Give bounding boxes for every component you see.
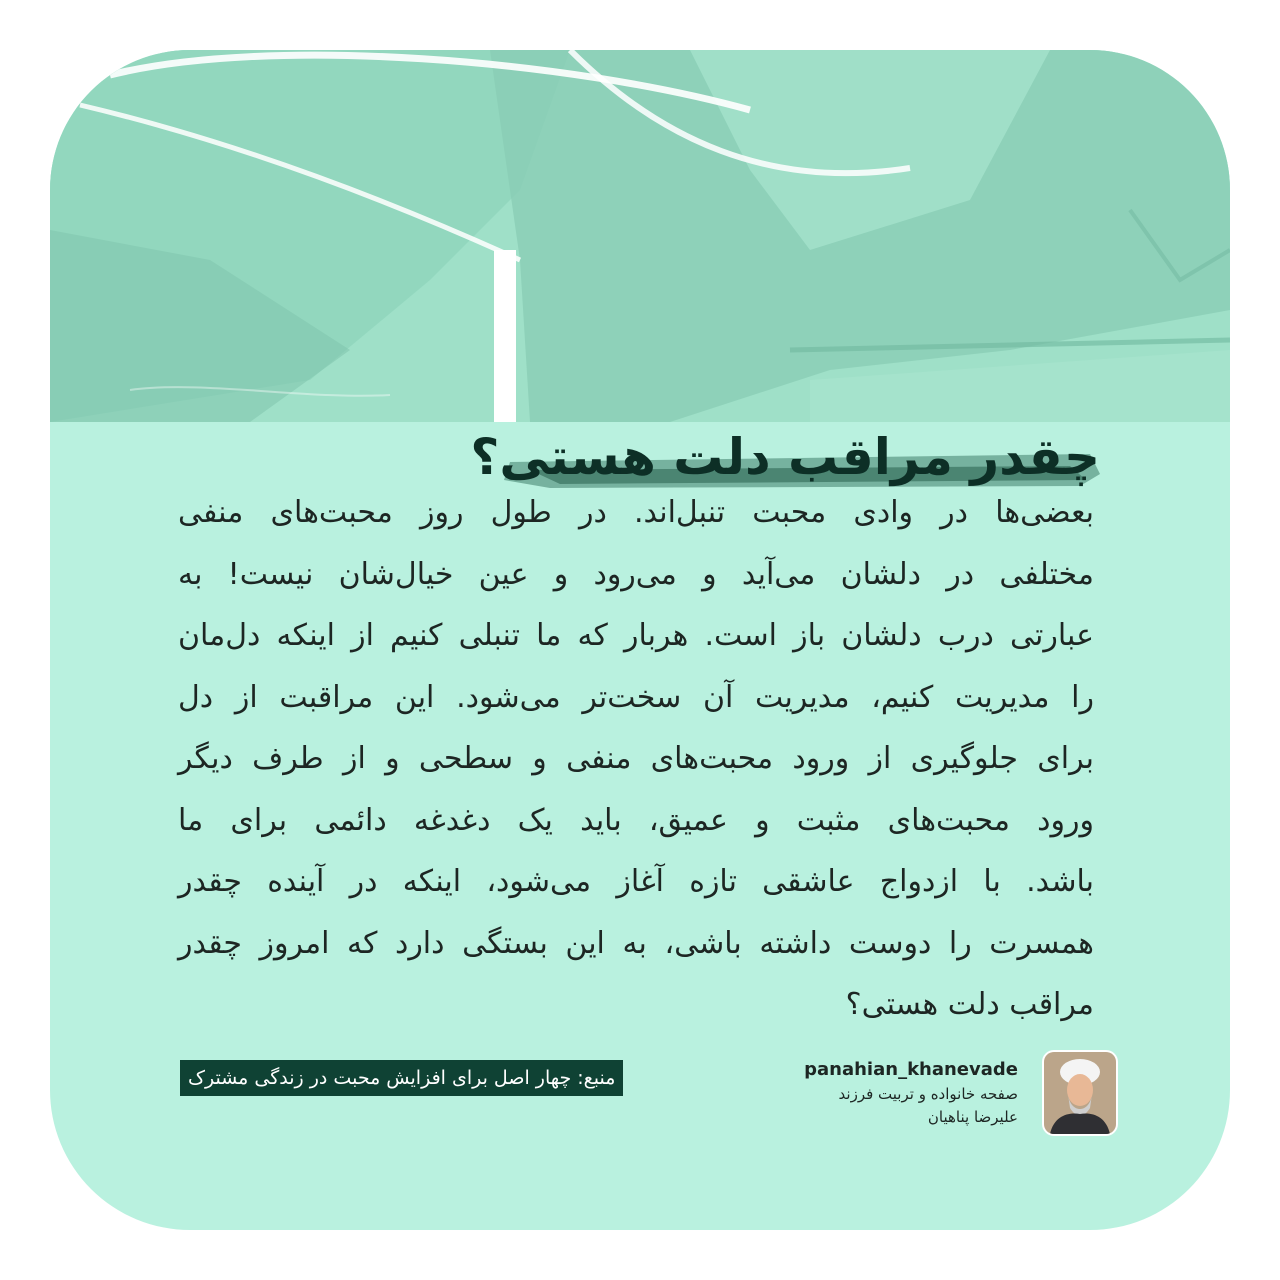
author-footer	[804, 1050, 1118, 1136]
body-line: باشد. با ازدواج عاشقی تازه آغاز می‌شود، اینکه در آینده چقدر	[178, 864, 1094, 899]
author-handle: panahian_khanevade	[804, 1059, 1018, 1080]
post-card	[50, 50, 1230, 1230]
portrait-icon	[1042, 1050, 1118, 1136]
author-subtitle: صفحه خانواده و تربیت فرزند	[838, 1085, 1018, 1103]
body-paragraph	[178, 482, 1094, 1036]
source-label: منبع: چهار اصل برای افزایش محبت در زندگی مشترک	[180, 1060, 623, 1096]
author-info	[804, 1057, 1018, 1129]
body-line: عبارتی درب دلشان باز است. هربار که ما تنبلی کنیم از اینکه دل‌مان	[178, 618, 1094, 653]
body-line: بعضی‌ها در وادی محبت تنبل‌اند. در طول روز محبت‌های منفی	[178, 495, 1094, 530]
author-name: علیرضا پناهیان	[927, 1108, 1018, 1126]
page-title: چقدر مراقب دلت هستی؟	[470, 428, 1100, 486]
body-line: مختلفی در دلشان می‌آید و می‌رود و عین خیال‌شان نیست! به	[178, 556, 1094, 592]
body-line: مراقب دلت هستی؟	[845, 987, 1094, 1022]
body-line: ورود محبت‌های مثبت و عمیق، باید یک دغدغه دائمی برای ما	[178, 802, 1094, 838]
watercolor-header-art	[50, 50, 1230, 422]
body-line: برای جلوگیری از ورود محبت‌های منفی و سطحی و از طرف دیگر	[178, 741, 1094, 776]
body-line: را مدیریت کنیم، مدیریت آن سخت‌تر می‌شود. این مراقبت از دل	[178, 679, 1094, 715]
body-line: همسرت را دوست داشته باشی، به این بستگی دارد که امروز چقدر	[178, 925, 1094, 961]
